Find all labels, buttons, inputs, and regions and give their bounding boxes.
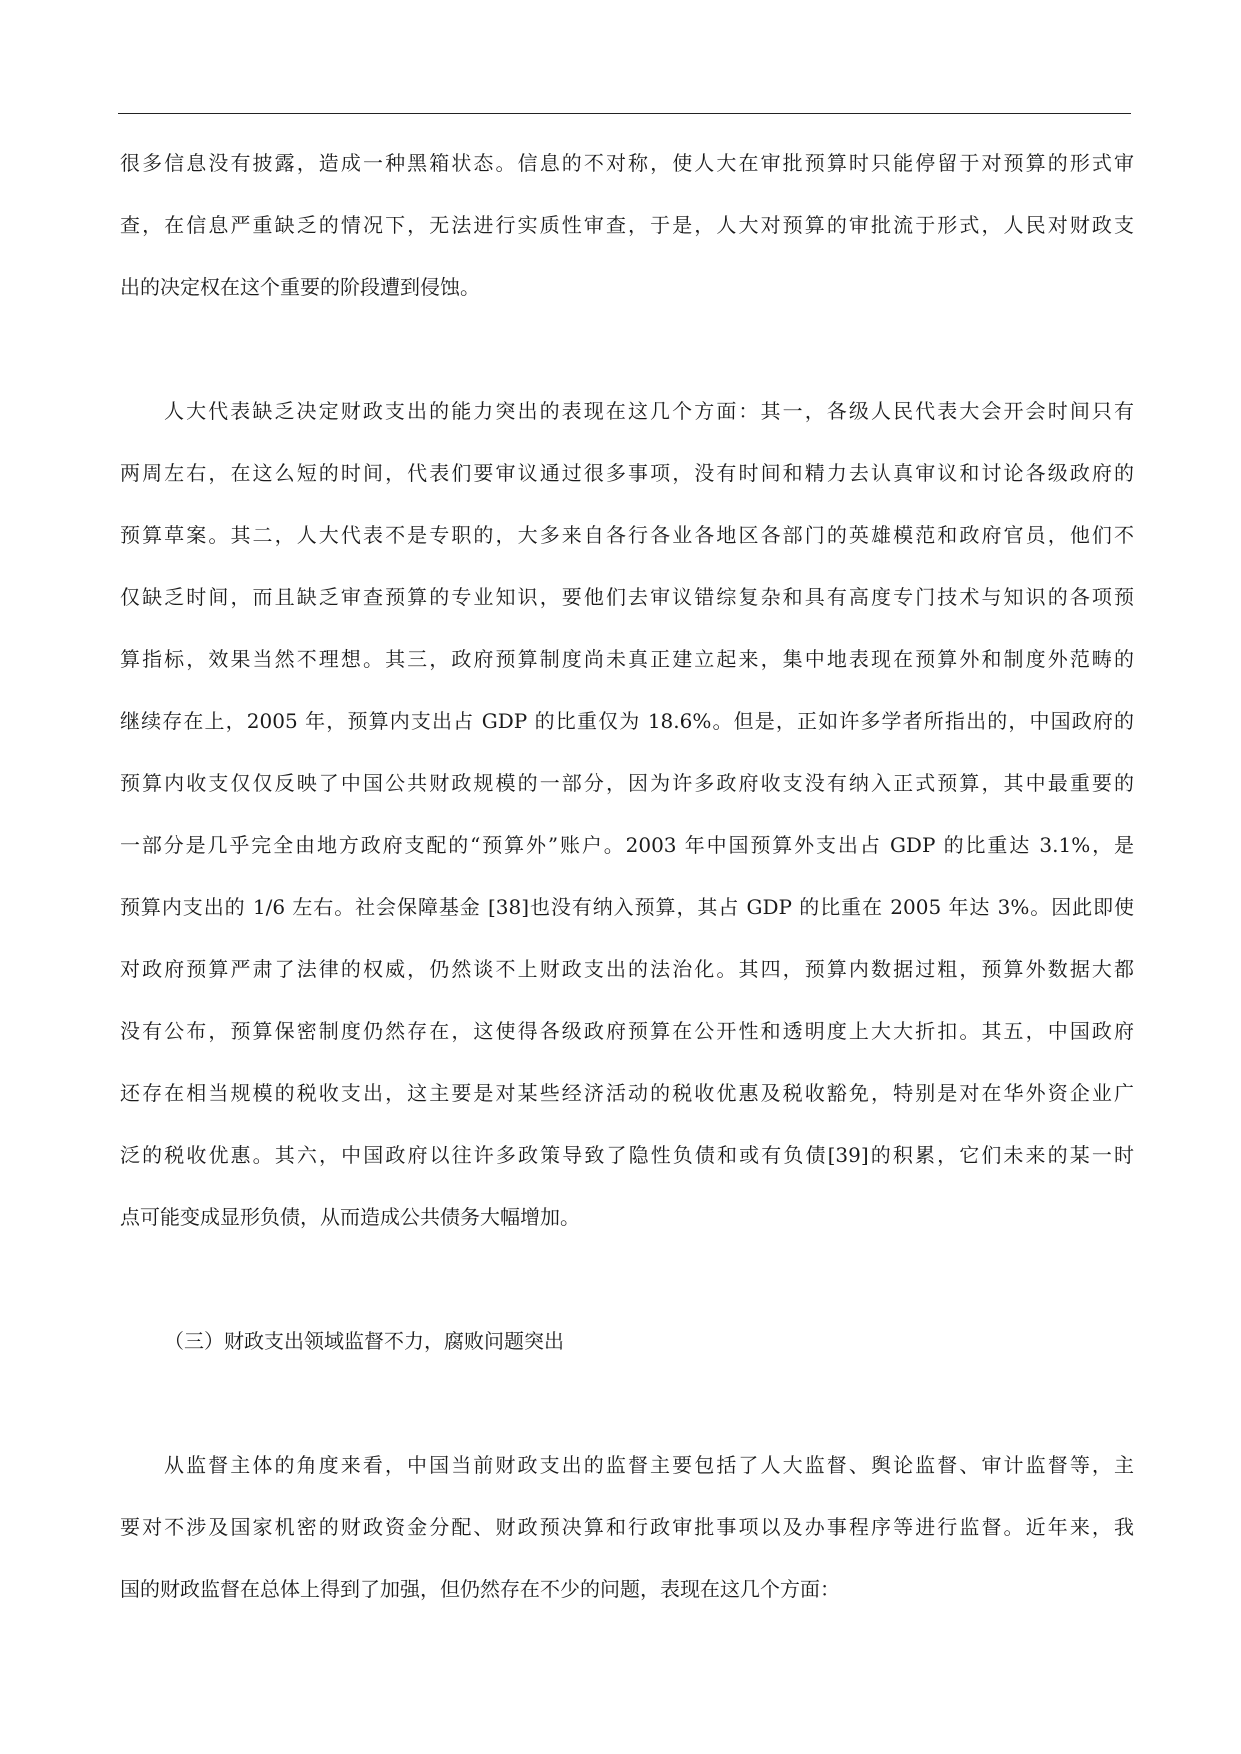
text-line: 查，在信息严重缺乏的情况下，无法进行实质性审查，于是，人大对预算的审批流于形式，人民对财政支 xyxy=(120,213,1134,237)
text-line: 对政府预算严肃了法律的权威，仍然谈不上财政支出的法治化。其四，预算内数据过粗，预算外数据大都 xyxy=(120,957,1134,981)
text-line: 一部分是几乎完全由地方政府支配的“预算外”账户。2003 年中国预算外支出占 GDP 的比重达 3.1%，是 xyxy=(120,833,1134,857)
paragraph-1 xyxy=(120,132,1134,318)
text-line: 两周左右，在这么短的时间，代表们要审议通过很多事项，没有时间和精力去认真审议和讨论各级政府的 xyxy=(120,461,1134,485)
paragraph-gap xyxy=(120,1372,1134,1434)
text-line: 人大代表缺乏决定财政支出的能力突出的表现在这几个方面：其一，各级人民代表大会开会时间只有 xyxy=(164,399,1134,423)
text-line: 泛的税收优惠。其六，中国政府以往许多政策导致了隐性负债和或有负债[39]的积累，它们未来的某一时 xyxy=(120,1143,1134,1167)
paragraph-gap xyxy=(120,318,1134,380)
document-body xyxy=(120,132,1134,1620)
text-line: 点可能变成显形负债，从而造成公共债务大幅增加。 xyxy=(120,1205,580,1229)
text-line: 预算草案。其二，人大代表不是专职的，大多来自各行各业各地区各部门的英雄模范和政府官员，他们不 xyxy=(120,523,1134,547)
text-line: 出的决定权在这个重要的阶段遭到侵蚀。 xyxy=(120,275,480,299)
section-heading-3 xyxy=(120,1310,1134,1372)
text-line: 预算内收支仅仅反映了中国公共财政规模的一部分，因为许多政府收支没有纳入正式预算，其中最重要的 xyxy=(120,771,1134,795)
text-line: 预算内支出的 1/6 左右。社会保障基金 [38]也没有纳入预算，其占 GDP 的比重在 2005 年达 3%。因此即使 xyxy=(120,895,1134,919)
text-line: 没有公布，预算保密制度仍然存在，这使得各级政府预算在公开性和透明度上大大折扣。其五，中国政府 xyxy=(120,1019,1134,1043)
section-heading: （三）财政支出领域监督不力，腐败问题突出 xyxy=(164,1329,564,1353)
text-line: 要对不涉及国家机密的财政资金分配、财政预决算和行政审批事项以及办事程序等进行监督。近年来，我 xyxy=(120,1515,1134,1539)
text-line: 仅缺乏时间，而且缺乏审查预算的专业知识，要他们去审议错综复杂和具有高度专门技术与知识的各项预 xyxy=(120,585,1134,609)
text-line: 继续存在上，2005 年，预算内支出占 GDP 的比重仅为 18.6%。但是，正如许多学者所指出的，中国政府的 xyxy=(120,709,1134,733)
text-line: 算指标，效果当然不理想。其三，政府预算制度尚未真正建立起来，集中地表现在预算外和制度外范畴的 xyxy=(120,647,1134,671)
header-rule xyxy=(118,113,1131,114)
paragraph-3 xyxy=(120,1434,1134,1620)
paragraph-2 xyxy=(120,380,1134,1248)
text-line: 很多信息没有披露，造成一种黑箱状态。信息的不对称，使人大在审批预算时只能停留于对预算的形式审 xyxy=(120,151,1134,175)
text-line: 还存在相当规模的税收支出，这主要是对某些经济活动的税收优惠及税收豁免，特别是对在华外资企业广 xyxy=(120,1081,1134,1105)
text-line: 国的财政监督在总体上得到了加强，但仍然存在不少的问题，表现在这几个方面： xyxy=(120,1577,840,1601)
text-line: 从监督主体的角度来看，中国当前财政支出的监督主要包括了人大监督、舆论监督、审计监督等，主 xyxy=(164,1453,1134,1477)
paragraph-gap xyxy=(120,1248,1134,1310)
